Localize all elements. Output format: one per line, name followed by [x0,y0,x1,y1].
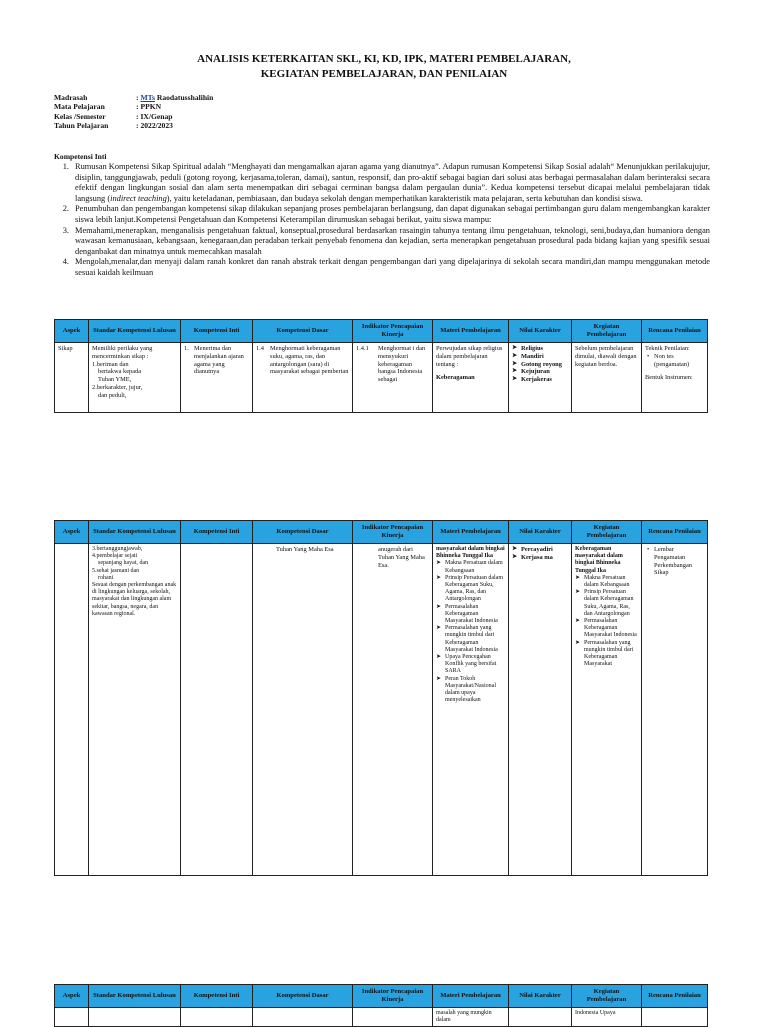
cell-ki [181,343,253,413]
meta-value: IX/Genap [140,111,173,121]
penilaian-item: • Lembar Pengamatan Perkembangan Sikap [654,546,704,577]
skl-line: Memiliki perilaku yang mencerminkan sikap : [92,345,153,360]
nilai-item: ➤ Kejujuran [521,368,568,376]
materi-item: ➤ Permasalahan yang mungkin timbul dari Keberagaman Masyarakat Indonesia [445,625,505,654]
analysis-table-3 [54,984,708,1027]
cell-skl [89,343,181,413]
cell-ki [181,544,253,876]
ki-item-4 [54,257,710,278]
header-nilai: Nilai Karakter [509,521,572,544]
meta-key: Mata Pelajaran [54,102,105,112]
meta-key: Kelas /Semester [54,111,106,121]
materi-list [436,560,505,704]
meta-key: Madrasah [54,93,88,102]
materi-item: ➤ Makna Persatuan dalam Kebangsaan [445,560,505,574]
cell-aspek [55,544,89,876]
header-ki: Kompetensi Inti [181,985,253,1008]
meta-colon: : [136,121,141,131]
kegiatan-bold: Keberagaman masyarakat dalam bingkai Bhinneka Tunggal Ika [575,546,623,574]
meta-row-madrasah [54,93,213,102]
header-penilaian: Rencana Penilaian [642,521,708,544]
ki-number: 4. [62,257,69,267]
kegiatan-item: ➤ Permasalahan Keberagaman Masyarakat Indonesia [584,618,638,640]
nilai-item: ➤ Kerjasa ma [521,554,568,562]
header-kegiatan: Kegiatan Pembelajaran [572,521,642,544]
meta-colon: : [136,111,141,121]
meta-row-kelas [54,112,213,121]
meta-value: Raodatusshalihin [154,93,214,102]
ki-list [54,162,710,279]
nilai-item: ➤ Percayadiri [521,546,568,554]
skl-line: bertakwa kepada [98,368,142,376]
cell-kegiatan [572,544,642,876]
skl-line: 1.beriman dan [92,360,129,368]
analysis-table-1 [54,319,708,413]
cell-skl [89,544,181,876]
ki-cell-text: Menerima dan menjalankan ajaran agama yang dianutnya [194,345,244,376]
nilai-list [512,546,568,562]
cell-penilaian [642,544,708,876]
materi-item: ➤ Prinsip Persatuan dalam Keberagaman Suku, Agama, Ras, dan Antargolongan [445,575,505,604]
kegiatan-item: ➤ Prinsip Persatuan dalam Keberagaman Suku, Agama, Ras, dan Antargolongan [584,589,638,618]
meta-colon: : [136,93,141,102]
meta-row-tahun [54,121,213,130]
table-header-row [55,985,708,1008]
ki-number: 2. [62,204,69,214]
kegiatan-item: ➤ Makna Persatuan dalam Kebangsaan [584,575,638,589]
meta-value: 2022/2023 [140,121,173,131]
header-skl: Standar Kompetensi Lulusan [89,320,181,343]
table-header-row [55,521,708,544]
header-ki: Kompetensi Inti [181,320,253,343]
header-kd: Kompetensi Dasar [253,985,353,1008]
penilaian-item: • Non tes (pengamatan) [654,353,704,369]
cell-kd [253,343,353,413]
penilaian-head: Teknik Penilaian: [645,345,690,352]
skl-line: rohani [98,574,114,581]
header-ipk: Indikator Pencapaian Kinerja [353,985,433,1008]
materi-bold: masyarakat dalam bingkai Bhinneka Tunggal Ika [436,546,505,560]
cell-aspek: Sikap [55,343,89,413]
materi-item: ➤ Upaya Pencegahan Konflik yang bersifat SARA [445,654,505,676]
materi-item: ➤ Peran Tokoh Masyarakat/Nasional dalam upaya menyelesaikan [445,676,505,705]
header-aspek: Aspek [55,320,89,343]
table-header-row [55,320,708,343]
cell-kegiatan: Indonesia Upaya [572,1008,642,1027]
ipk-number: 1.4.1 [356,345,369,352]
meta-value: PPKN [140,102,162,112]
nilai-item: ➤ Religius [521,345,568,353]
materi-text: Perwujudan sikap religius dalam pembelajaran tentang : [436,345,503,368]
cell-materi [433,343,509,413]
kegiatan-list [575,575,638,669]
title-line-2: KEGIATAN PEMBELAJARAN, DAN PENILAIAN [260,68,508,80]
header-aspek: Aspek [55,985,89,1008]
header-kd: Kompetensi Dasar [253,320,353,343]
header-skl: Standar Kompetensi Lulusan [89,985,181,1008]
header-penilaian: Rencana Penilaian [642,320,708,343]
mts-link[interactable]: MTs [140,93,155,102]
kegiatan-item: ➤ Permasalahan yang mungkin timbul dari Keberagaman Masyarakat [584,640,638,669]
ki-number: 1. [62,162,69,171]
header-ipk: Indikator Pencapaian Kinerja [353,320,433,343]
header-materi: Materi Pembelajaran [433,320,509,343]
document-title [0,52,768,82]
ki-cell-number: 1. [184,345,189,352]
ki-item-1 [54,162,710,204]
cell-ipk [353,343,433,413]
ki-text: Rumusan Kompetensi Sikap Spiritual adalah “Menghayati dan mengamalkan ajaran agama yang dianutnya”. Adapun rumusan Kompetensi Sikap Sosial adalah“ Menunjukkan perilakujujur, disiplin, tanggungjawab, peduli (gotong royong, kerjasama,toleran, damai), santun, responsif, dan pro-aktif sebagai bagian dari solusi atas berbagai permasalahan dalam berinteraksi secara efektif dengan lingkungan sosial dan alam serta menempatkan diri sebagai cerminan bangsa dalam pergaulan dunia”. Kedua kompetensi tersebut dicapai melalui pembelajaran tidak langsung ( [75,162,710,203]
ki-text: Mengolah,menalar,dan menyaji dalam ranah konkret dan ranah abstrak terkait dengan pengembangan dari yang dipelajarinya di sekolah secara mandiri,dan mampu menggunakan metode sesuai kaidah keilmuan [75,257,710,277]
ipk-text: anugerah dari Tuhan Yang Maha Esa. [378,546,425,569]
materi-bold: Keberagaman [436,374,475,382]
cell-materi: masalah yang mungkin dalam [433,1008,509,1027]
nilai-item: ➤ Gotong royong [521,361,568,369]
meta-key: Tahun Pelajaran [54,121,109,131]
ki-item-2 [54,204,710,225]
ki-text-tail: ), yaitu keteladanan, pembiasaan, dan budaya sekolah dengan memperhatikan karakteristik mata pelajaran, serta kebutuhan dan kondisi siswa. [166,193,643,203]
table-row [55,343,708,413]
ki-italic-text: indirect teaching [110,193,167,203]
table-row [55,544,708,876]
kd-text: Menghormati keberagaman suku, agama, ras, dan antargolongan (sara) di masyarakat sebagai pemberian [270,345,349,376]
ipk-text: Menghormat i dan mensyukuri keberagaman bangsa Indonesia sebagai [378,345,426,384]
skl-line: Sesuai dengan perkembangan anak di lingkungan keluarga, sekolah, masyarakat dan lingkungan alam sekitar, bangsa, negara, dan kawasan regional. [92,582,177,617]
skl-line: sepanjang hayat, dan [98,560,149,567]
ki-text: Memahami,menerapkan, menganalisis pengetahuan faktual, konseptual,prosedural berdasarkan rasaingin tahunya tentang ilmu pengetahuan, teknologi, seni,budaya,dan humaniora dengan wawasan kemanusiaan, kebangsaan, kenegaraan,dan peradaban terkait penyebab fenomena dan kejadian, serta menerapkan pengetahuan prosedural pada bidang kajian yang spesifik sesuai denganbakat dan minatnya untuk memecahkan masalah [75,225,710,256]
analysis-table-2 [54,520,708,876]
cell-kegiatan: Sebelum pembelajaran dimulai, diawali dengan kegiatan berdoa. [572,343,642,413]
header-ipk: Indikator Pencapaian Kinerja [353,521,433,544]
header-ki: Kompetensi Inti [181,521,253,544]
ki-text: Penumbuhan dan pengembangan kompetensi sikap dilakukan sepanjang proses pembelajaran berlangsung, dan dapat digunakan sebagai pertimbangan guru dalam mengembangkan karakter siswa lebih lanjut.Kompetensi Pengetahuan dan Kompetensi Keterampilan dirumuskan sebagai berikut, yaitu siswa mampu: [75,204,710,224]
header-penilaian: Rencana Penilaian [642,985,708,1008]
cell-materi [433,544,509,876]
header-skl: Standar Kompetensi Lulusan [89,521,181,544]
nilai-list [512,345,568,384]
cell-nilai [509,544,572,876]
skl-line: Tuhan YME, [98,376,132,384]
cell-kd [253,544,353,876]
kd-text: Tuhan Yang Maha Esa [276,546,334,553]
ki-heading: Kompetensi Inti [54,152,107,161]
cell-nilai [509,343,572,413]
document-meta [54,93,213,131]
materi-item: ➤ Permasalahan Keberagaman Masyarakat Indonesia [445,604,505,626]
penilaian-tail: Bentuk Instrumen: [645,374,693,382]
skl-line: 3.bertanggungjawab, [92,546,143,552]
header-nilai: Nilai Karakter [509,985,572,1008]
skl-line: dan peduli, [98,391,127,399]
title-line-1: ANALISIS KETERKAITAN SKL, KI, KD, IPK, MATERI PEMBELAJARAN, [197,53,571,65]
nilai-item: ➤ Mandiri [521,353,568,361]
header-nilai: Nilai Karakter [509,320,572,343]
meta-colon: : [136,102,141,112]
header-aspek: Aspek [55,521,89,544]
skl-line: 5.sehat jasmani dan [92,567,140,574]
header-kegiatan: Kegiatan Pembelajaran [572,320,642,343]
ki-item-3 [54,226,710,258]
nilai-item: ➤ Kerjakeras [521,376,568,384]
skl-line: 2.berkarakter, jujur, [92,383,143,391]
header-kegiatan: Kegiatan Pembelajaran [572,985,642,1008]
meta-row-mapel [54,102,213,111]
ki-number: 3. [62,225,69,235]
skl-line: 4.pembelajar sejati [92,553,138,560]
header-kd: Kompetensi Dasar [253,521,353,544]
kd-number: 1.4 [256,345,264,352]
cell-penilaian [642,343,708,413]
header-materi: Materi Pembelajaran [433,521,509,544]
header-materi: Materi Pembelajaran [433,985,509,1008]
cell-ipk [353,544,433,876]
